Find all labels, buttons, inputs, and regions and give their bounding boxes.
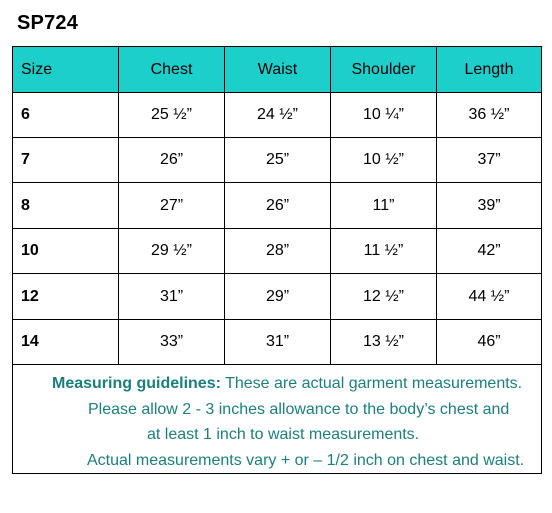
waist-cell: 29” bbox=[225, 274, 331, 320]
header-length: Length bbox=[437, 47, 542, 93]
notes-row bbox=[13, 365, 542, 474]
chart-title: SP724 bbox=[17, 12, 79, 34]
length-cell: 37” bbox=[437, 138, 542, 183]
shoulder-cell: 10 ¼” bbox=[331, 93, 437, 138]
size-chart-table bbox=[12, 46, 542, 474]
header-row bbox=[13, 47, 542, 93]
shoulder-cell: 11 ½” bbox=[331, 229, 437, 274]
table-row bbox=[13, 229, 542, 274]
chest-cell: 33” bbox=[119, 320, 225, 365]
header-chest: Chest bbox=[119, 47, 225, 93]
size-cell: 6 bbox=[13, 93, 119, 138]
shoulder-cell: 11” bbox=[331, 183, 437, 229]
size-cell: 8 bbox=[13, 183, 119, 229]
chest-cell: 31” bbox=[119, 274, 225, 320]
shoulder-cell: 12 ½” bbox=[331, 274, 437, 320]
size-cell: 12 bbox=[13, 274, 119, 320]
header-shoulder: Shoulder bbox=[331, 47, 437, 93]
notes-line-1-text: These are actual garment measurements. bbox=[220, 375, 523, 392]
notes-line-1 bbox=[52, 371, 522, 397]
length-cell: 39” bbox=[437, 183, 542, 229]
waist-cell: 26” bbox=[225, 183, 331, 229]
notes-line-4: Actual measurements vary + or – 1/2 inch on chest and waist. bbox=[87, 451, 525, 469]
length-cell: 44 ½” bbox=[437, 274, 542, 320]
chest-cell: 29 ½” bbox=[119, 229, 225, 274]
header-size: Size bbox=[13, 47, 119, 93]
header-waist: Waist bbox=[225, 47, 331, 93]
notes-line-2: Please allow 2 - 3 inches allowance to the body’s chest and bbox=[88, 400, 510, 418]
size-cell: 10 bbox=[13, 229, 119, 274]
notes-heading: Measuring guidelines: bbox=[52, 375, 221, 392]
size-cell: 14 bbox=[13, 320, 119, 365]
shoulder-cell: 10 ½” bbox=[331, 138, 437, 183]
table-row bbox=[13, 183, 542, 229]
notes-line-3: at least 1 inch to waist measurements. bbox=[147, 426, 420, 443]
shoulder-cell: 13 ½” bbox=[331, 320, 437, 365]
waist-cell: 25” bbox=[225, 138, 331, 183]
table-row bbox=[13, 320, 542, 365]
length-cell: 46” bbox=[437, 320, 542, 365]
table-row bbox=[13, 93, 542, 138]
table-row bbox=[13, 138, 542, 183]
chest-cell: 27” bbox=[119, 183, 225, 229]
length-cell: 42” bbox=[437, 229, 542, 274]
table-row bbox=[13, 274, 542, 320]
waist-cell: 31” bbox=[225, 320, 331, 365]
size-cell: 7 bbox=[13, 138, 119, 183]
waist-cell: 24 ½” bbox=[225, 93, 331, 138]
measuring-guidelines bbox=[13, 365, 542, 474]
length-cell: 36 ½” bbox=[437, 93, 542, 138]
chest-cell: 25 ½” bbox=[119, 93, 225, 138]
waist-cell: 28” bbox=[225, 229, 331, 274]
chest-cell: 26” bbox=[119, 138, 225, 183]
